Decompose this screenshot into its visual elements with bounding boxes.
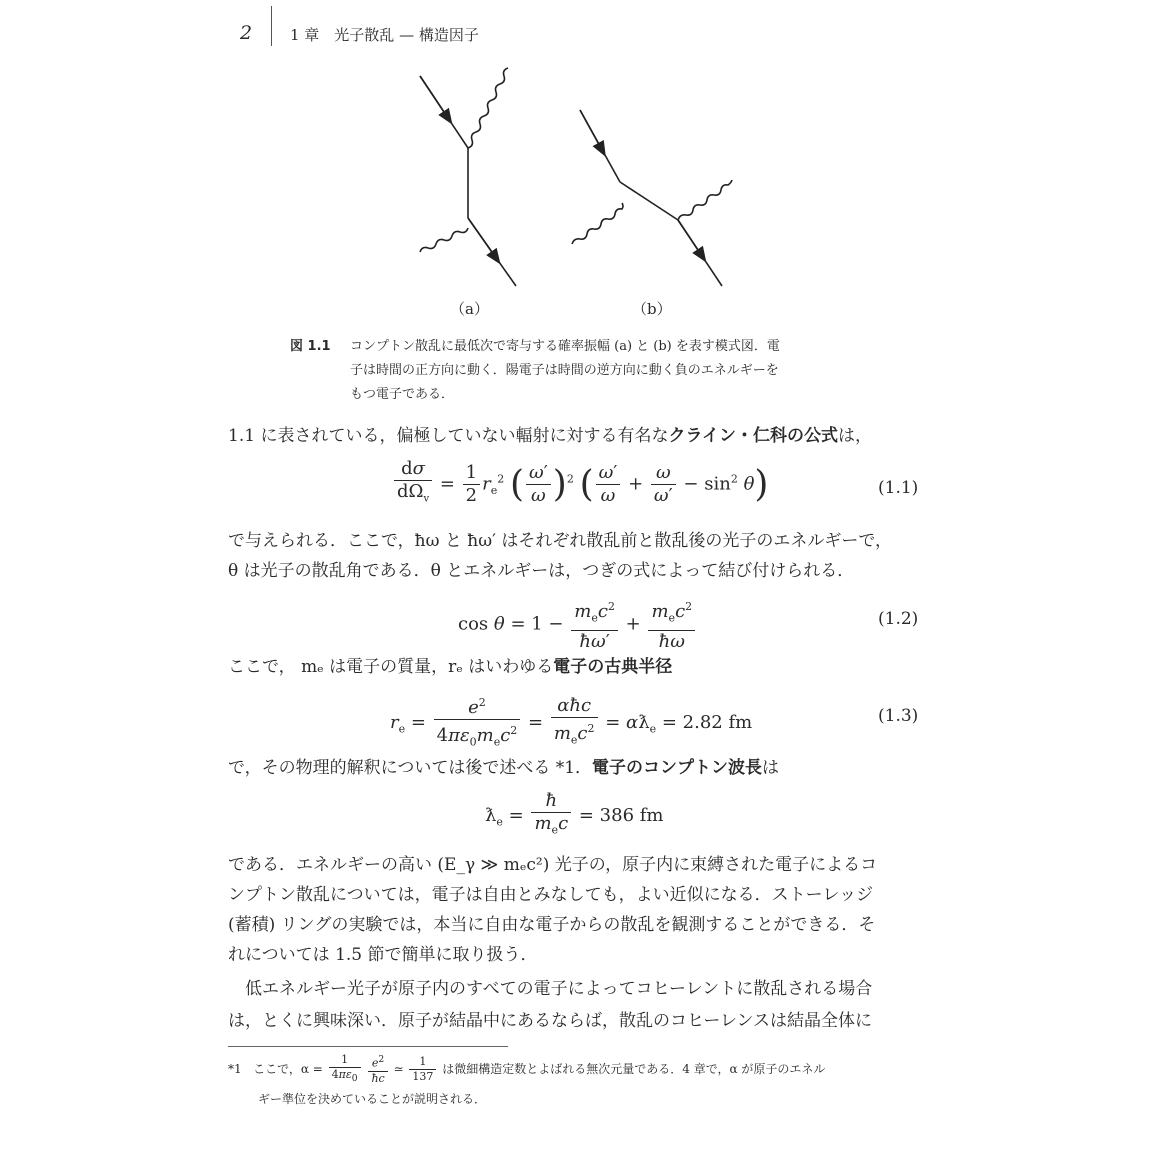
figure-caption-line-1: コンプトン散乱に最低次で寄与する確率振幅 (a) と (b) を表す模式図．電 — [350, 339, 780, 354]
paragraph-6-line-2: は，とくに興味深い．原子が結晶中にあるならば，散乱のコヒーレンスは結晶全体に — [228, 1011, 873, 1031]
equation-1-1-number: (1.1) — [878, 478, 919, 498]
running-title: 1 章 光子散乱 — 構造因子 — [290, 26, 479, 44]
paragraph-5-line-2: ンプトン散乱については，電子は自由とみなしても，よい近似になる．ストーレッジ — [228, 885, 874, 905]
panel-a-label: （a） — [450, 300, 489, 318]
diagram-b — [572, 110, 732, 286]
figure-caption-label: 図 1.1 — [290, 339, 331, 354]
term-klein-nishina: クライン・仁科の公式 — [668, 426, 838, 446]
diagram-b-outgoing-photon — [678, 180, 732, 220]
paragraph-5-line-1: である．エネルギーの高い (E_γ ≫ mₑc²) 光子の，原子内に束縛された電子によるコ — [228, 855, 878, 875]
page-number: 2 — [240, 22, 253, 44]
header-divider — [271, 6, 272, 46]
paragraph-3: ここで， mₑ は電子の質量，rₑ はいわゆる電子の古典半径 — [228, 657, 673, 677]
equation-1-3-number: (1.3) — [878, 706, 919, 726]
paragraph-5-line-3: (蓄積) リングの実験では，本当に自由な電子からの散乱を観測することができる．そ — [228, 915, 876, 935]
diagram-a — [420, 68, 516, 286]
paragraph-6-line-1: 低エネルギー光子が原子内のすべての電子によってコヒーレントに散乱される場合 — [228, 979, 873, 999]
equation-compton-wavelength: $ƛ_e$ = $\frac{ħ}{m_ec}$ = 386 fm — [485, 790, 664, 837]
footnote-line-2: ギー準位を決めていることが説明される． — [258, 1092, 487, 1106]
term-compton-wavelength: 電子のコンプトン波長 — [592, 758, 763, 778]
footnote: *1 ここで，α = $\frac{1}{4\pi\varepsilon_0}$ $\frac{e^2}{ħc}$ ≃ $\frac{1}{137}$ は微細構造定数とよばれる無次元量である．4 章で，α が原子のエネル — [228, 1053, 826, 1085]
paragraph-2-line-2: θ は光子の散乱角である．θ とエネルギーは，つぎの式によって結び付けられる． — [228, 561, 855, 581]
paragraph-4: で，その物理的解釈については後で述べる *1．電子のコンプトン波長は — [228, 758, 780, 778]
diagram-b-propagator — [620, 182, 678, 220]
figure-caption-line-3: もつ電子である． — [350, 387, 455, 402]
footnote-mark: *1 — [228, 1062, 242, 1077]
feynman-diagrams — [400, 60, 760, 300]
footnote-rule — [228, 1046, 508, 1047]
paragraph-1: 1.1 に表されている，偏極していない輻射に対する有名なクライン・仁科の公式は， — [228, 426, 872, 446]
figure-caption-line-2: 子は時間の正方向に動く．陽電子は時間の逆方向に動く負のエネルギーを — [350, 363, 779, 378]
equation-1-3: $r_e$ = $\frac{e^2}{4\pi\varepsilon_0m_ec^2}$ = $\frac{\text{αħc}}{m_ec^2}$ = $\alpha ƛ_e = 2.82$ fm — [390, 692, 752, 754]
paragraph-5-line-4: れについては 1.5 節で簡単に取り扱う． — [228, 945, 538, 965]
panel-b-label: （b） — [632, 300, 672, 318]
equation-1-2: cos θ = 1 − $\frac{m_ec^2}{ħ\omega'}$ + $\frac{m_ec^2}{ħ\omega}$ — [458, 596, 697, 653]
term-classical-radius: 電子の古典半径 — [553, 657, 673, 677]
diagram-b-incoming-photon — [572, 203, 623, 244]
diagram-a-outgoing-photon — [468, 68, 508, 148]
equation-1-1: $\frac{d\sigma}{d\Omega_v}$ = $\frac{1}{2}$ $r_e^2$ ( $\frac{\omega'}{\omega}$ )$^2$ ( $\frac{\omega'}{\omega}$ + $\frac{\omega}{\omega'}$ − $\sin^2 \theta$) — [392, 458, 768, 511]
equation-1-2-number: (1.2) — [878, 609, 919, 629]
paragraph-2-line-1: で与えられる．ここで，ħω と ħω′ はそれぞれ散乱前と散乱後の光子のエネルギーで， — [228, 531, 893, 551]
diagram-a-incoming-photon — [420, 228, 468, 252]
